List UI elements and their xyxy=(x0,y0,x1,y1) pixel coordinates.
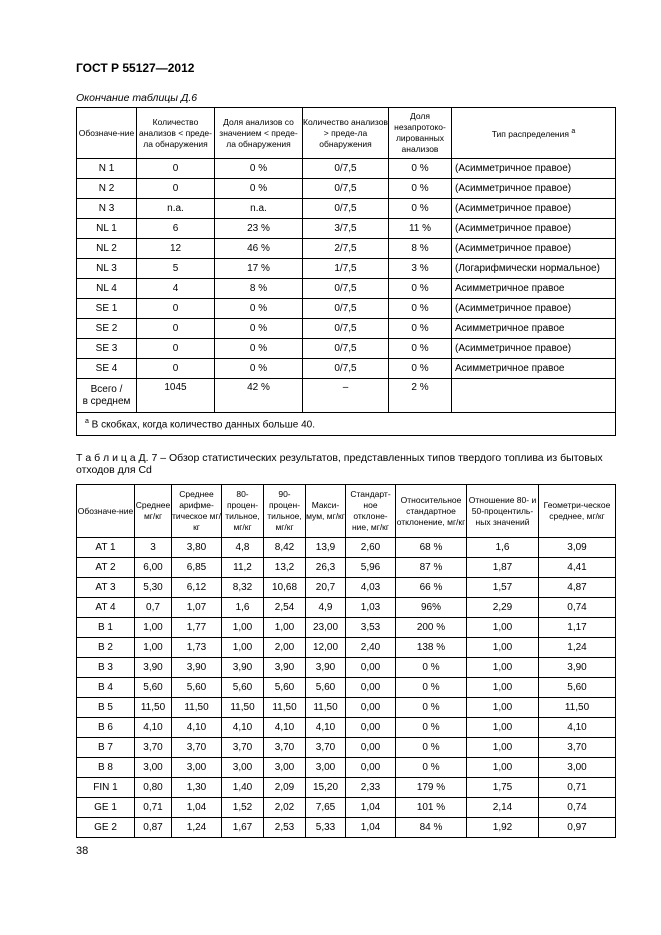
table1-cell: 0 % xyxy=(215,299,303,319)
table1-cell: SE 2 xyxy=(77,319,137,339)
table2-cell: 0,97 xyxy=(539,818,616,838)
table1-total-label xyxy=(77,379,137,413)
table2-cell: 11,50 xyxy=(539,698,616,718)
table1-cell: 0 % xyxy=(389,339,452,359)
table1-cell: 0/7,5 xyxy=(303,319,389,339)
table2-cell: 3,70 xyxy=(539,738,616,758)
table2-cell: 6,12 xyxy=(172,578,222,598)
table2-cell: 0 % xyxy=(396,758,467,778)
table2-cell: 87 % xyxy=(396,558,467,578)
table2-cell: 1,00 xyxy=(467,638,539,658)
table1-cell: 0 xyxy=(137,159,215,179)
table2-cell: 4,10 xyxy=(135,718,172,738)
table2-cell: 3,70 xyxy=(135,738,172,758)
table2-cell: 6,85 xyxy=(172,558,222,578)
table2-body xyxy=(77,538,616,838)
table2-row xyxy=(77,678,616,698)
table2-cell: 68 % xyxy=(396,538,467,558)
table2-cell: 96% xyxy=(396,598,467,618)
table2-cell: 5,60 xyxy=(306,678,346,698)
table2-row xyxy=(77,578,616,598)
table2-cell: 2,09 xyxy=(264,778,306,798)
table2-cell: 4,03 xyxy=(346,578,396,598)
table1-row xyxy=(77,299,616,319)
table2-cell: 2,54 xyxy=(264,598,306,618)
table2-cell: 20,7 xyxy=(306,578,346,598)
table1-cell: 3 % xyxy=(389,259,452,279)
table2-cell: 1,00 xyxy=(467,618,539,638)
table2-cell: 0,74 xyxy=(539,798,616,818)
table1-cell: n.a. xyxy=(215,199,303,219)
table2-row xyxy=(77,638,616,658)
table1-cell: 0/7,5 xyxy=(303,299,389,319)
table2-cell: GE 2 xyxy=(77,818,135,838)
table1-cell: 4 xyxy=(137,279,215,299)
table2-cell: 1,00 xyxy=(135,638,172,658)
table1-cell: n.a. xyxy=(137,199,215,219)
table2-row xyxy=(77,658,616,678)
table-d6-end xyxy=(76,107,616,436)
table2-row xyxy=(77,558,616,578)
table2-row xyxy=(77,778,616,798)
table2-cell: 3 xyxy=(135,538,172,558)
table2-cell: 8,32 xyxy=(222,578,264,598)
table1-total-cell: – xyxy=(303,379,389,413)
table1-cell: 0/7,5 xyxy=(303,159,389,179)
table2-cell: 3,00 xyxy=(222,758,264,778)
table2-cell: 4,9 xyxy=(306,598,346,618)
table1-cell: 0 % xyxy=(389,279,452,299)
table2-cell: 5,60 xyxy=(539,678,616,698)
table-d7 xyxy=(76,484,616,838)
table2-cell: 4,10 xyxy=(264,718,306,738)
table2-cell: 1,24 xyxy=(172,818,222,838)
table2-cell: 0,80 xyxy=(135,778,172,798)
table2-cell: B 8 xyxy=(77,758,135,778)
table1-col-header: Количество анализов > преде-ла обнаружения xyxy=(303,108,389,159)
table1-header-row xyxy=(77,108,616,159)
table2-cell: GE 1 xyxy=(77,798,135,818)
table2-cell: 3,53 xyxy=(346,618,396,638)
table2-cell: 66 % xyxy=(396,578,467,598)
table2-cell: 11,50 xyxy=(135,698,172,718)
table1-col-header: Доля анализов со значением < преде-ла обнаружения xyxy=(215,108,303,159)
table2-cell: 1,57 xyxy=(467,578,539,598)
table1-col-header: Обозначе-ние xyxy=(77,108,137,159)
table1-cell: 5 xyxy=(137,259,215,279)
table2-cell: 1,75 xyxy=(467,778,539,798)
table1-total-cell: 42 % xyxy=(215,379,303,413)
table2-caption: Т а б л и ц а Д. 7 – Обзор статистических результатов, представленных типов твердого топлива из бытовых отходов для Cd xyxy=(76,452,603,476)
table2-cell: 5,60 xyxy=(222,678,264,698)
table1-cell: 0 % xyxy=(215,339,303,359)
table2-col-header: Геометри-ческое среднее, мг/кг xyxy=(539,485,616,538)
table2-row xyxy=(77,538,616,558)
table2-row xyxy=(77,618,616,638)
table2-col-header: Среднее арифме-тическое мг/кг xyxy=(172,485,222,538)
table2-row xyxy=(77,798,616,818)
table1-cell: 0/7,5 xyxy=(303,179,389,199)
table2-cell: 1,87 xyxy=(467,558,539,578)
table1-cell: NL 1 xyxy=(77,219,137,239)
table1-cell: 46 % xyxy=(215,239,303,259)
table1-cell: 0 % xyxy=(215,359,303,379)
table2-col-header: Отношение 80- и 50-процентиль-ных значений xyxy=(467,485,539,538)
table2-cell: 200 % xyxy=(396,618,467,638)
table1-cell: 0 % xyxy=(389,159,452,179)
table2-cell: 4,10 xyxy=(222,718,264,738)
table2-cell: B 6 xyxy=(77,718,135,738)
table1-cell: NL 4 xyxy=(77,279,137,299)
table2-cell: 11,2 xyxy=(222,558,264,578)
table1-cell: 0 % xyxy=(389,299,452,319)
table2-cell: 2,53 xyxy=(264,818,306,838)
table2-cell: 11,50 xyxy=(172,698,222,718)
table1-cell: 0 % xyxy=(389,359,452,379)
table1-cell: NL 3 xyxy=(77,259,137,279)
table2-cell: 0,7 xyxy=(135,598,172,618)
table1-cell: 11 % xyxy=(389,219,452,239)
table1-col-header-text: Тип распределения xyxy=(491,128,569,139)
table2-cell: 2,14 xyxy=(467,798,539,818)
table2-cell: 2,02 xyxy=(264,798,306,818)
table2-cell: 5,60 xyxy=(264,678,306,698)
table1-cell: (Асимметричное правое) xyxy=(452,199,616,219)
table2-cell: 0,00 xyxy=(346,678,396,698)
table2-cell: 3,90 xyxy=(222,658,264,678)
table1-cell: (Асимметричное правое) xyxy=(452,339,616,359)
page-number: 38 xyxy=(76,845,89,857)
table1-cell: 0 % xyxy=(215,179,303,199)
table2-cell: 1,00 xyxy=(467,698,539,718)
table1-total-row xyxy=(77,379,616,413)
table1-cell: Асимметричное правое xyxy=(452,279,616,299)
table2-cell: 0,00 xyxy=(346,758,396,778)
document-header: ГОСТ Р 55127—2012 xyxy=(76,61,195,75)
table1-cell: SE 3 xyxy=(77,339,137,359)
table1-row xyxy=(77,359,616,379)
table2-cell: 3,90 xyxy=(264,658,306,678)
footnote-marker: а xyxy=(571,128,576,136)
table1-cell: 23 % xyxy=(215,219,303,239)
table2-cell: 1,30 xyxy=(172,778,222,798)
table2-cell: 3,90 xyxy=(172,658,222,678)
table2-cell: 138 % xyxy=(396,638,467,658)
table1-col-header: Количество анализов < преде-ла обнаружения xyxy=(137,108,215,159)
table2-cell: 101 % xyxy=(396,798,467,818)
table2-cell: 10,68 xyxy=(264,578,306,598)
table2-cell: AT 2 xyxy=(77,558,135,578)
table1-cell: 0 % xyxy=(215,159,303,179)
table1-cell: SE 4 xyxy=(77,359,137,379)
table1-cell: N 3 xyxy=(77,199,137,219)
table1-cell: N 1 xyxy=(77,159,137,179)
table2-cell: 15,20 xyxy=(306,778,346,798)
table1-cell: (Асимметричное правое) xyxy=(452,159,616,179)
table1-footnote xyxy=(77,413,616,436)
table1-cell: (Асимметричное правое) xyxy=(452,179,616,199)
table2-cell: 5,33 xyxy=(306,818,346,838)
table1-cell: 1/7,5 xyxy=(303,259,389,279)
table2-cell: AT 3 xyxy=(77,578,135,598)
table1-cell: Асимметричное правое xyxy=(452,319,616,339)
table2-cell: 0,00 xyxy=(346,658,396,678)
table2-cell: 1,92 xyxy=(467,818,539,838)
table2-cell: 13,9 xyxy=(306,538,346,558)
table1-cell: 6 xyxy=(137,219,215,239)
table2-cell: 1,6 xyxy=(467,538,539,558)
table1-total-cell: 2 % xyxy=(389,379,452,413)
table2-cell: 1,17 xyxy=(539,618,616,638)
table2-cell: 3,70 xyxy=(222,738,264,758)
table1-footnote-row xyxy=(77,413,616,436)
table2-cell: 3,00 xyxy=(172,758,222,778)
table2-cell: 1,00 xyxy=(222,638,264,658)
total-label-line2: в среднем xyxy=(82,395,131,407)
table1-row xyxy=(77,279,616,299)
table1-cell: (Логарифмически нормальное) xyxy=(452,259,616,279)
table2-cell: 3,09 xyxy=(539,538,616,558)
table1-row xyxy=(77,259,616,279)
table2-cell: 12,00 xyxy=(306,638,346,658)
table1-cell: 0 xyxy=(137,339,215,359)
table2-cell: 3,90 xyxy=(135,658,172,678)
table1-row xyxy=(77,219,616,239)
table2-cell: 1,77 xyxy=(172,618,222,638)
table1-cell: (Асимметричное правое) xyxy=(452,299,616,319)
table2-header-row xyxy=(77,485,616,538)
table2-cell: 11,50 xyxy=(222,698,264,718)
table2-cell: 3,00 xyxy=(135,758,172,778)
table2-cell: 1,00 xyxy=(264,618,306,638)
table2-cell: B 4 xyxy=(77,678,135,698)
table2-cell: 4,10 xyxy=(306,718,346,738)
table2-cell: 1,04 xyxy=(346,818,396,838)
table2-cell: 11,50 xyxy=(306,698,346,718)
table2-cell: 0,74 xyxy=(539,598,616,618)
table1-row xyxy=(77,239,616,259)
table1-cell: 0/7,5 xyxy=(303,199,389,219)
table2-cell: 0,71 xyxy=(539,778,616,798)
footnote-marker: а xyxy=(85,417,89,425)
table2-cell: 1,04 xyxy=(346,798,396,818)
table2-cell: 6,00 xyxy=(135,558,172,578)
table1-cell: SE 1 xyxy=(77,299,137,319)
table2-cell: 0 % xyxy=(396,718,467,738)
table2-row xyxy=(77,818,616,838)
table2-cell: 1,00 xyxy=(135,618,172,638)
table2-cell: 4,87 xyxy=(539,578,616,598)
table1-cell: 8 % xyxy=(215,279,303,299)
table1-cell: Асимметричное правое xyxy=(452,359,616,379)
table2-cell: 1,03 xyxy=(346,598,396,618)
table2-cell: 4,41 xyxy=(539,558,616,578)
table2-row xyxy=(77,718,616,738)
table2-cell: 3,70 xyxy=(306,738,346,758)
table2-cell: 4,10 xyxy=(172,718,222,738)
table2-cell: 0,00 xyxy=(346,718,396,738)
table1-cell: 12 xyxy=(137,239,215,259)
table2-cell: 0 % xyxy=(396,738,467,758)
table2-cell: B 5 xyxy=(77,698,135,718)
table2-cell: B 1 xyxy=(77,618,135,638)
table2-cell: 1,52 xyxy=(222,798,264,818)
table2-col-header: 80-процен-тильное, мг/кг xyxy=(222,485,264,538)
table2-cell: 5,30 xyxy=(135,578,172,598)
table2-col-header: Обозначе-ние xyxy=(77,485,135,538)
table2-col-header: Среднее мг/кг xyxy=(135,485,172,538)
table2-cell: AT 1 xyxy=(77,538,135,558)
table2-cell: 1,07 xyxy=(172,598,222,618)
table2-cell: 84 % xyxy=(396,818,467,838)
table2-cell: 0 % xyxy=(396,678,467,698)
table2-col-header: Относительное стандартное отклонение, мг/кг xyxy=(396,485,467,538)
table1-cell: 3/7,5 xyxy=(303,219,389,239)
table1-cell: (Асимметричное правое) xyxy=(452,239,616,259)
table2-cell: 1,00 xyxy=(467,658,539,678)
table1-cell: N 2 xyxy=(77,179,137,199)
table2-cell: 1,6 xyxy=(222,598,264,618)
table2-cell: 3,00 xyxy=(264,758,306,778)
table2-cell: 179 % xyxy=(396,778,467,798)
table1-cell: 0 xyxy=(137,299,215,319)
table2-col-header: 90-процен-тильное, мг/кг xyxy=(264,485,306,538)
table2-cell: 1,67 xyxy=(222,818,264,838)
table2-row xyxy=(77,738,616,758)
table1-cell: NL 2 xyxy=(77,239,137,259)
table2-cell: 1,73 xyxy=(172,638,222,658)
table2-col-header: Стандарт-ное отклоне-ние, мг/кг xyxy=(346,485,396,538)
table1-row xyxy=(77,319,616,339)
table1-cell: 0 % xyxy=(389,319,452,339)
table2-cell: B 2 xyxy=(77,638,135,658)
table2-cell: 13,2 xyxy=(264,558,306,578)
table2-cell: 0 % xyxy=(396,658,467,678)
table1-row xyxy=(77,159,616,179)
table2-cell: 2,40 xyxy=(346,638,396,658)
table2-cell: 1,24 xyxy=(539,638,616,658)
table1-total-cell xyxy=(452,379,616,413)
table2-cell: 0,00 xyxy=(346,738,396,758)
table1-cell: 0/7,5 xyxy=(303,279,389,299)
table2-cell: 11,50 xyxy=(264,698,306,718)
total-label-line1: Всего / xyxy=(90,383,123,395)
table2-cell: 3,00 xyxy=(539,758,616,778)
table1-cell: 0 % xyxy=(389,199,452,219)
table1-cell: 8 % xyxy=(389,239,452,259)
table1-caption: Окончание таблицы Д.6 xyxy=(76,92,198,104)
table2-cell: 0,00 xyxy=(346,698,396,718)
table1-col-header-distribution xyxy=(452,108,616,159)
table2-row xyxy=(77,598,616,618)
table2-row xyxy=(77,758,616,778)
table2-cell: 0,71 xyxy=(135,798,172,818)
table2-cell: B 7 xyxy=(77,738,135,758)
table1-row xyxy=(77,339,616,359)
table2-cell: 1,00 xyxy=(467,738,539,758)
table1-cell: 2/7,5 xyxy=(303,239,389,259)
table2-cell: 1,00 xyxy=(222,618,264,638)
table2-cell: 5,96 xyxy=(346,558,396,578)
table2-cell: 7,65 xyxy=(306,798,346,818)
table1-total-cell: 1045 xyxy=(137,379,215,413)
table1-cell: 0 % xyxy=(215,319,303,339)
table2-cell: 8,42 xyxy=(264,538,306,558)
table2-cell: 3,80 xyxy=(172,538,222,558)
table2-cell: 0 % xyxy=(396,698,467,718)
table2-cell: 3,90 xyxy=(306,658,346,678)
table2-cell: 5,60 xyxy=(172,678,222,698)
table1-cell: 0/7,5 xyxy=(303,339,389,359)
table2-cell: AT 4 xyxy=(77,598,135,618)
table2-cell: B 3 xyxy=(77,658,135,678)
footnote-text: В скобках, когда количество данных больше 40. xyxy=(88,419,315,431)
table2-row xyxy=(77,698,616,718)
table1-cell: 0/7,5 xyxy=(303,359,389,379)
table2-cell: 2,33 xyxy=(346,778,396,798)
table2-col-header: Макси-мум, мг/кг xyxy=(306,485,346,538)
table2-cell: 5,60 xyxy=(135,678,172,698)
table2-cell: 1,00 xyxy=(467,718,539,738)
table2-cell: 4,8 xyxy=(222,538,264,558)
table2-cell: 3,00 xyxy=(306,758,346,778)
table2-cell: 26,3 xyxy=(306,558,346,578)
table2-cell: 3,70 xyxy=(264,738,306,758)
table1-col-header: Доля незапротоко-лированных анализов xyxy=(389,108,452,159)
table1-body xyxy=(77,159,616,436)
table1-cell: 0 xyxy=(137,319,215,339)
table2-cell: 3,90 xyxy=(539,658,616,678)
table2-cell: 1,00 xyxy=(467,678,539,698)
table1-cell: 0 xyxy=(137,359,215,379)
table2-cell: 2,29 xyxy=(467,598,539,618)
table2-cell: 2,00 xyxy=(264,638,306,658)
table2-cell: 1,40 xyxy=(222,778,264,798)
table2-cell: 3,70 xyxy=(172,738,222,758)
table1-cell: 0 xyxy=(137,179,215,199)
table1-row xyxy=(77,179,616,199)
table1-cell: (Асимметричное правое) xyxy=(452,219,616,239)
table2-cell: 4,10 xyxy=(539,718,616,738)
table1-row xyxy=(77,199,616,219)
table1-cell: 17 % xyxy=(215,259,303,279)
table2-cell: 1,04 xyxy=(172,798,222,818)
table1-cell: 0 % xyxy=(389,179,452,199)
table2-cell: 0,87 xyxy=(135,818,172,838)
table2-cell: 1,00 xyxy=(467,758,539,778)
table2-cell: 2,60 xyxy=(346,538,396,558)
table2-cell: FIN 1 xyxy=(77,778,135,798)
table2-cell: 23,00 xyxy=(306,618,346,638)
